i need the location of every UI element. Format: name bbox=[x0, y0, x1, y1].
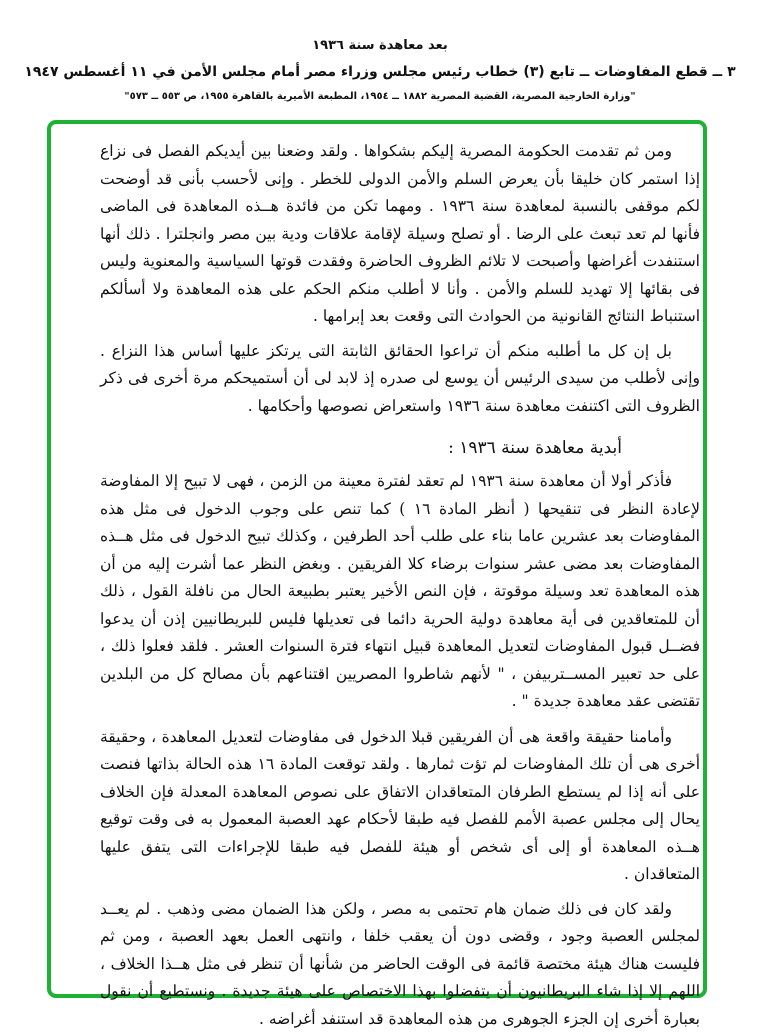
section-heading: أبدية معاهدة سنة ١٩٣٦ : bbox=[100, 432, 622, 464]
paragraph-2: بل إن كل ما أطلبه منكم أن تراعوا الحقائق الثابتة التى يرتكز عليها أساس هذا النزاع . وإنى لأطلب من سيدى الرئيس أن يوسع لى صدره إذ لابد لى أن أستميحكم مرة أخرى فى ذكر الظروف التى اكتنفت معاهدة سنة ١٩٣٦ واستعراض نصوصها وأحكامها . bbox=[100, 338, 700, 421]
paragraph-4: وأمامنا حقيقة واقعة هى أن الفريقين قبلا الدخول فى مفاوضات لتعديل المعاهدة ، وحقيقة أخرى هى أن تلك المفاوضات لم تؤت ثمارها . ولقد توقعت المادة ١٦ هذه الحالة بذاتها فنصت على أنه إذا لم يستطع الطرفان المتعاقدان الاتفاق على نصوص المعاهدة المعدلة فإن الخلاف يحال إلى مجلس عصبة الأمم للفصل فيه طبقا لأحكام عهد العصبة المعمول به فى وقت توقيع هــذه المعاهدة أو إلى أى شخص أو هيئة للفصل فيه طبقا للإجراءات التى يتفق عليها المتعاقدان . bbox=[100, 724, 700, 889]
running-title: بعد معاهدة سنة ١٩٣٦ bbox=[0, 38, 760, 53]
source-citation: "وزارة الخارجية المصرية، القضية المصرية ١٨٨٢ ــ ١٩٥٤، المطبعة الأميرية بالقاهرة ١٩٥٥، ص ٥٥٣ ــ ٥٧٣" bbox=[0, 91, 760, 102]
paragraph-3: فأذكر أولا أن معاهدة سنة ١٩٣٦ لم تعقد لفترة معينة من الزمن ، فهى لا تبيح إلا المفاوضة لإعادة النظر فى تنقيحها ( أنظر المادة ١٦ ) كما تنص على وجوب الدخول فى مثل هذه المفاوضات بعد عشرين عاما بناء على طلب أحد الطرفين ، وكذلك تبيح الدخول فى مثل هــذه المفاوضات بعد مضى عشر سنوات برضاء كلا الفريقين . وبغض النظر عما أشرت إليه من أن هذه المعاهدة تعد وسيلة موقوتة ، فإن النص الأخير يعتبر بطبيعة الحال من نافلة القول ، ذلك أن للمتعاقدين فى أية معاهدة دولية الحرية دائما فى تعديلها فليس للبريطانيين إذن أن يدعوا فضــل قبول المفاوضات لتعديل المعاهدة قبيل انتهاء فترة السنوات العشر . فلقد فعلوا ذلك ، على حد تعبير المســتربيفن ، " لأنهم شاطروا المصريين اقتناعهم بأن مصالح كل من البلدين تقتضى عقد معاهدة جديدة " . bbox=[100, 468, 700, 716]
document-title: ٣ ــ قطع المفاوضات ــ تابع (٣) خطاب رئيس مجلس وزراء مصر أمام مجلس الأمن في ١١ أغسطس ١٩٤٧ bbox=[0, 64, 760, 80]
paragraph-1: ومن ثم تقدمت الحكومة المصرية إليكم بشكواها . ولقد وضعنا بين أيديكم الفصل فى نزاع إذا استمر كان خليقا بأن يعرض السلم والأمن الدولى للخطر . وإنى لأحسب بأنى قد أوضحت لكم موقفى بالنسبة لمعاهدة سنة ١٩٣٦ . ومهما تكن من فائدة هــذه المعاهدة فى الماضى فأنها لم تعد تبعث على الرضا . أو تصلح وسيلة لإقامة علاقات ودية بين مصر وانجلترا . ذلك أنها استنفدت أغراضها وأصبحت لا تلائم الظروف الحاضرة وفقدت قوتها السياسية والمعنوية وليس فى بقائها إلا تهديد للسلم والأمن . وأنا لا أطلب منكم الحكم على هذه المعاهدة ولا أسألكم استنباط النتائج القانونية من الحوادث التى وقعت بعد إبرامها . bbox=[100, 138, 700, 331]
paragraph-5: ولقد كان فى ذلك ضمان هام تحتمى به مصر ، ولكن هذا الضمان مضى وذهب . لم يعــد لمجلس العصبة وجود ، وقضى دون أن يعقب خلفا ، وانتهى العمل بعهد العصبة ، ومن ثم فليست هناك هيئة مختصة قائمة فى الوقت الحاضر من شأنها أن تنظر فى مثل هــذا الخلاف ، اللهم إلا إذا شاء البريطانيون أن يتفضلوا بهذا الاختصاص على هيئة جديدة . ونستطيع أن نقول بعبارة أخرى إن الجزء الجوهرى من هذه المعاهدة قد استنفد أغراضه . bbox=[100, 896, 700, 1033]
document-body bbox=[100, 138, 700, 1033]
